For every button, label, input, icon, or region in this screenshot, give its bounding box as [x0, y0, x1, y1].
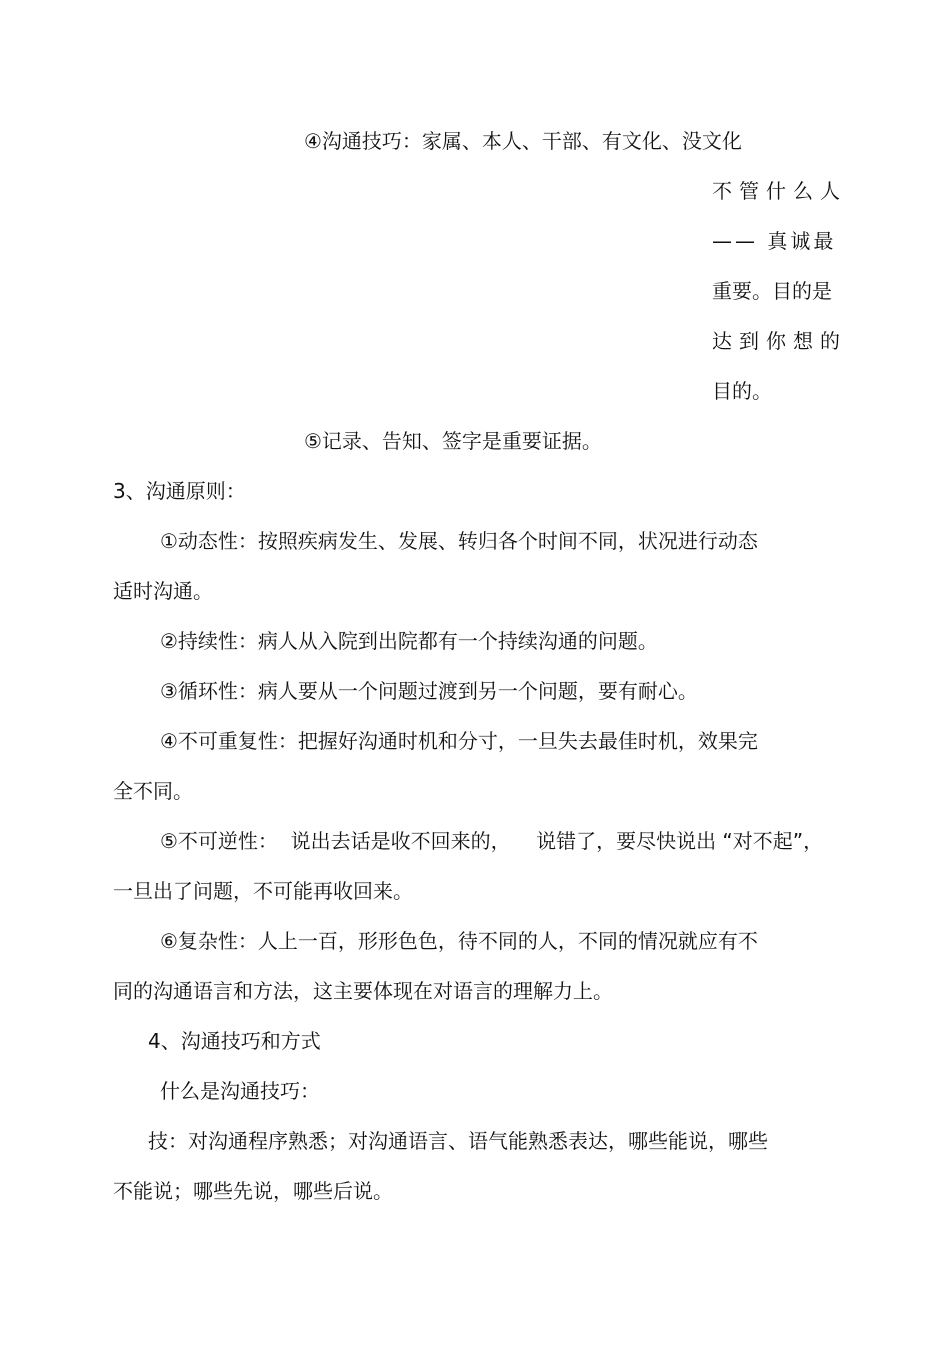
principle-2: ②持续性：病人从入院到出院都有一个持续沟通的问题。: [160, 629, 658, 653]
question-what-is-skill: 什么是沟通技巧：: [160, 1079, 320, 1103]
aside-line-3: 重要。目的是: [712, 279, 832, 303]
aside-line-2: —— 真诚最: [712, 229, 837, 253]
principle-4-line-1: ④不可重复性：把握好沟通时机和分寸，一旦失去最佳时机，效果完: [160, 729, 758, 753]
aside-line-5: 目的。: [712, 379, 772, 403]
principle-6-line-1: ⑥复杂性：人上一百，形形色色，待不同的人，不同的情况就应有不: [160, 929, 758, 953]
section-3-heading: 3、沟通原则：: [113, 479, 246, 503]
principle-6-line-2: 同的沟通语言和方法，这主要体现在对语言的理解力上。: [113, 979, 613, 1003]
principle-5-line-2: 一旦出了问题，不可能再收回来。: [113, 879, 413, 903]
aside-line-1: 不管什么人: [712, 179, 847, 203]
item-4-communication-skills: ④沟通技巧：家属、本人、干部、有文化、没文化: [304, 129, 742, 153]
skill-definition-line-2: 不能说；哪些先说，哪些后说。: [113, 1179, 393, 1203]
principle-3: ③循环性：病人要从一个问题过渡到另一个问题，要有耐心。: [160, 679, 698, 703]
principle-5-line-1: ⑤不可逆性： 说出去话是收不回来的， 说错了，要尽快说出 “对不起”，: [160, 829, 824, 853]
principle-1-line-2: 适时沟通。: [113, 579, 213, 603]
section-4-heading: 4、沟通技巧和方式: [148, 1029, 321, 1053]
aside-line-4: 达到你想的: [712, 329, 847, 353]
skill-definition-line-1: 技：对沟通程序熟悉；对沟通语言、语气能熟悉表达，哪些能说，哪些: [148, 1129, 768, 1153]
principle-4-line-2: 全不同。: [113, 779, 193, 803]
item-5-records: ⑤记录、告知、签字是重要证据。: [304, 429, 602, 453]
principle-1-line-1: ①动态性：按照疾病发生、发展、转归各个时间不同，状况进行动态: [160, 529, 758, 553]
